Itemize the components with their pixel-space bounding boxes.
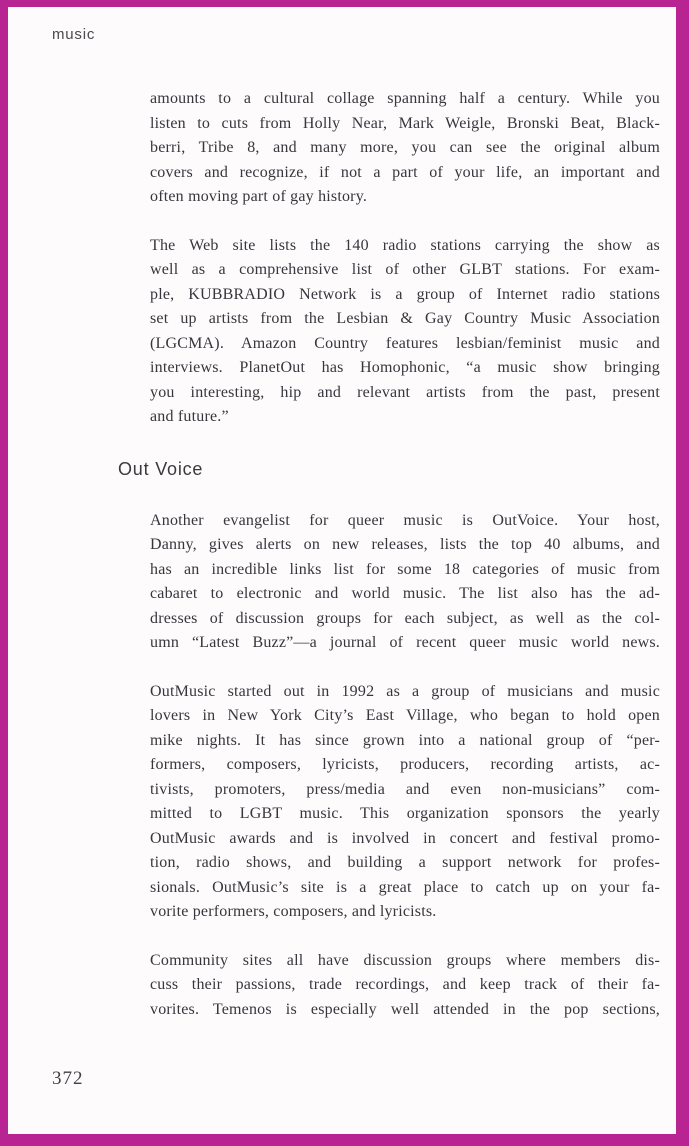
text-line: cuss their passions, trade recordings, and keep track of their fa- (150, 976, 660, 993)
text-line: covers and recognize, if not a part of your life, an important and (150, 163, 660, 181)
text-line: dresses of discussion groups for each subject, as well as the col- (150, 609, 660, 627)
paragraph (150, 87, 660, 210)
text-line: The Web site lists the 140 radio stations carrying the show as (150, 236, 660, 254)
text-line: interviews. PlanetOut has Homophonic, “a music show bringing (150, 359, 660, 376)
text-column (118, 87, 660, 1022)
text-line: lovers in New York City’s East Village, who began to hold open (150, 707, 660, 724)
text-line: amounts to a cultural collage spanning half a century. While you (150, 90, 660, 107)
text-line: Danny, gives alerts on new releases, lists the top 40 albums, and (150, 536, 660, 553)
text-line: Another evangelist for queer music is OutVoice. Your host, (150, 511, 660, 529)
text-line: and future.” (150, 408, 229, 425)
text-line: OutMusic awards and is involved in concert and festival promo- (150, 829, 660, 847)
text-line: umn “Latest Buzz”—a journal of recent queer music world news. (150, 634, 660, 651)
text-line: often moving part of gay history. (150, 188, 368, 205)
paragraph (150, 680, 660, 925)
text-line: tion, radio shows, and building a support network for profes- (150, 854, 660, 871)
text-line: ple, KUBBRADIO Network is a group of Internet radio stations (150, 285, 660, 303)
section-heading: Out Voice (118, 458, 204, 479)
paragraph (150, 234, 660, 430)
text-line: sionals. OutMusic’s site is a great place to catch up on your fa- (150, 878, 660, 896)
page-number: 372 (52, 1068, 84, 1089)
text-line: formers, composers, lyricists, producers, recording artists, ac- (150, 756, 660, 773)
text-line: has an incredible links list for some 18 categories of music from (150, 560, 660, 578)
text-line: berri, Tribe 8, and many more, you can see the original album (150, 139, 660, 156)
text-line: mitted to LGBT music. This organization sponsors the yearly (150, 805, 660, 822)
paragraph (150, 509, 660, 656)
text-line: Community sites all have discussion groups where members dis- (150, 951, 660, 969)
text-line: vorites. Temenos is especially well attended in the pop sections, (150, 1000, 660, 1018)
text-line: cabaret to electronic and world music. The list also has the ad- (150, 585, 660, 602)
text-line: (LGCMA). Amazon Country features lesbian/feminist music and (150, 334, 660, 352)
text-line: you interesting, hip and relevant artists from the past, present (150, 383, 660, 401)
text-line: tivists, promoters, press/media and even non-musicians” com- (150, 780, 660, 798)
text-line: vorite performers, composers, and lyricists. (150, 903, 437, 920)
paragraph (150, 949, 660, 1023)
text-line: mike nights. It has since grown into a national group of “per- (150, 731, 660, 749)
running-head: music (52, 26, 96, 43)
text-line: OutMusic started out in 1992 as a group of musicians and music (150, 682, 660, 700)
text-line: set up artists from the Lesbian & Gay Country Music Association (150, 310, 660, 327)
text-line: well as a comprehensive list of other GLBT stations. For exam- (150, 261, 660, 278)
text-line: listen to cuts from Holly Near, Mark Weigle, Bronski Beat, Black- (150, 114, 660, 132)
